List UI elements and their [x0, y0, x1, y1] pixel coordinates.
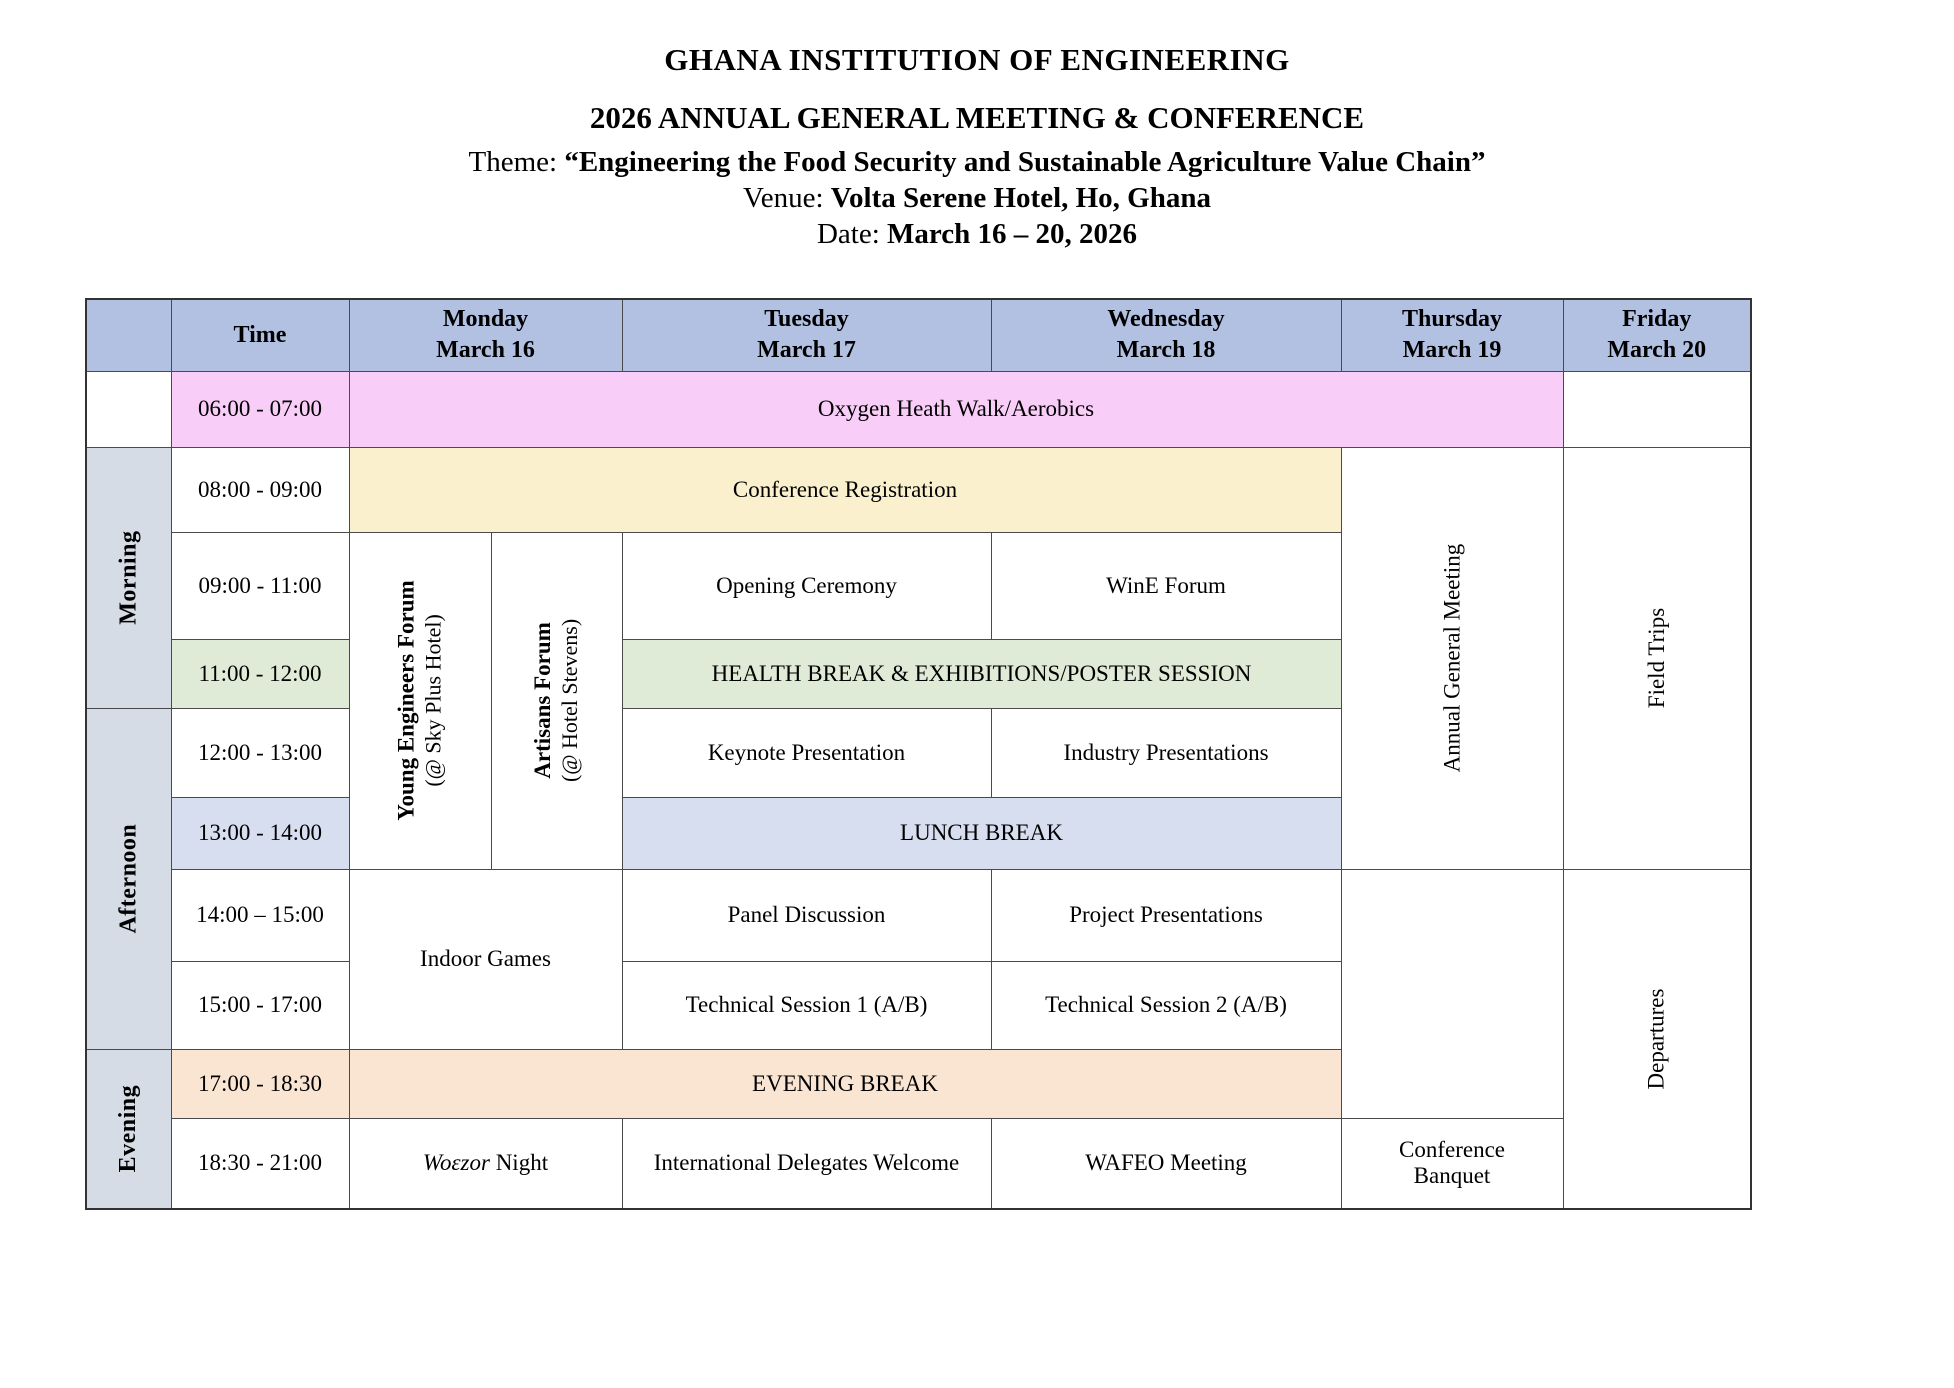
venue-label: Venue: [742, 182, 831, 214]
time-cell-1700: 17:00 - 18:30 [171, 1049, 349, 1118]
time-cell-1100: 11:00 - 12:00 [171, 639, 349, 708]
time-cell-0600: 06:00 - 07:00 [171, 371, 349, 447]
day-name: Wednesday [1107, 306, 1225, 333]
event-woezor-night [349, 1118, 622, 1209]
page-title-organization: GHANA INSTITUTION OF ENGINEERING [664, 42, 1290, 77]
row-0800 [86, 447, 1751, 532]
time-header: Time [171, 299, 349, 371]
event-project-presentations: Project Presentations [991, 869, 1341, 961]
row-1830 [86, 1118, 1751, 1209]
day-name: Thursday [1401, 306, 1503, 333]
day-date: March 16 [436, 337, 535, 364]
row-1400 [86, 869, 1751, 961]
forum-name: Artisans Forum [530, 622, 556, 779]
day-date: March 19 [1402, 337, 1502, 364]
event-field-trips: Field Trips [1563, 447, 1751, 869]
event-young-engineers-forum [349, 532, 491, 869]
event-artisans-forum [491, 532, 622, 869]
woezor-word: Woɛzor [422, 1150, 490, 1176]
row-0600 [86, 371, 1751, 447]
event-oxygen-walk: Oxygen Heath Walk/Aerobics [349, 371, 1563, 447]
forum-location: (@ Sky Plus Hotel) [420, 614, 446, 787]
section-label-evening: Evening [86, 1049, 171, 1209]
venue-value: Volta Serene Hotel, Ho, Ghana [830, 182, 1211, 214]
day-header-tuesday [622, 299, 991, 371]
day-date: March 17 [757, 337, 856, 364]
day-date: March 18 [1116, 337, 1216, 364]
empty-cell-thursday-afternoon [1341, 869, 1563, 1118]
event-conference-banquet: Conference Banquet [1341, 1118, 1563, 1209]
event-opening-ceremony: Opening Ceremony [622, 532, 991, 639]
date-label: Date: [816, 218, 888, 250]
event-wine-forum: WinE Forum [991, 532, 1341, 639]
theme-value: “Engineering the Food Security and Sustainable Agriculture Value Chain” [564, 146, 1486, 178]
forum-location: (@ Hotel Stevens) [557, 618, 583, 783]
day-name: Tuesday [764, 306, 849, 333]
theme-label: Theme: [468, 146, 565, 178]
date-line [0, 216, 1954, 252]
event-technical-session-1: Technical Session 1 (A/B) [622, 961, 991, 1049]
event-indoor-games: Indoor Games [349, 869, 622, 1049]
time-cell-1300: 13:00 - 14:00 [171, 797, 349, 869]
event-annual-general-meeting: Annual General Meeting [1341, 447, 1563, 869]
theme-line [0, 144, 1954, 180]
corner-cell-0600 [86, 371, 171, 447]
time-cell-1830: 18:30 - 21:00 [171, 1118, 349, 1209]
date-value: March 16 – 20, 2026 [887, 218, 1138, 250]
day-date: March 20 [1607, 337, 1707, 364]
venue-line [0, 180, 1954, 216]
event-panel-discussion: Panel Discussion [622, 869, 991, 961]
time-cell-1500: 15:00 - 17:00 [171, 961, 349, 1049]
day-header-monday [349, 299, 622, 371]
page-title-event: 2026 ANNUAL GENERAL MEETING & CONFERENCE [589, 100, 1365, 135]
time-cell-0900: 09:00 - 11:00 [171, 532, 349, 639]
woezor-rest: Night [489, 1150, 549, 1176]
day-header-thursday [1341, 299, 1563, 371]
day-header-friday [1563, 299, 1751, 371]
schedule-table [85, 298, 1752, 1210]
event-conference-registration: Conference Registration [349, 447, 1341, 532]
event-lunch-break: LUNCH BREAK [622, 797, 1341, 869]
time-cell-1400: 14:00 – 15:00 [171, 869, 349, 961]
day-header-wednesday [991, 299, 1341, 371]
title-block [0, 0, 1954, 252]
forum-name: Young Engineers Forum [393, 580, 419, 821]
time-cell-0800: 08:00 - 09:00 [171, 447, 349, 532]
event-international-delegates-welcome: International Delegates Welcome [622, 1118, 991, 1209]
event-health-break: HEALTH BREAK & EXHIBITIONS/POSTER SESSION [622, 639, 1341, 708]
event-technical-session-2: Technical Session 2 (A/B) [991, 961, 1341, 1049]
section-label-morning: Morning [86, 447, 171, 708]
event-keynote-presentation: Keynote Presentation [622, 708, 991, 797]
time-cell-1200: 12:00 - 13:00 [171, 708, 349, 797]
event-wafeo-meeting: WAFEO Meeting [991, 1118, 1341, 1209]
event-evening-break: EVENING BREAK [349, 1049, 1341, 1118]
section-label-afternoon: Afternoon [86, 708, 171, 1049]
header-row [86, 299, 1751, 371]
empty-cell-friday-0600 [1563, 371, 1751, 447]
day-name: Monday [442, 306, 529, 333]
corner-header-cell [86, 299, 171, 371]
event-industry-presentations: Industry Presentations [991, 708, 1341, 797]
event-departures: Departures [1563, 869, 1751, 1209]
day-name: Friday [1622, 306, 1692, 333]
